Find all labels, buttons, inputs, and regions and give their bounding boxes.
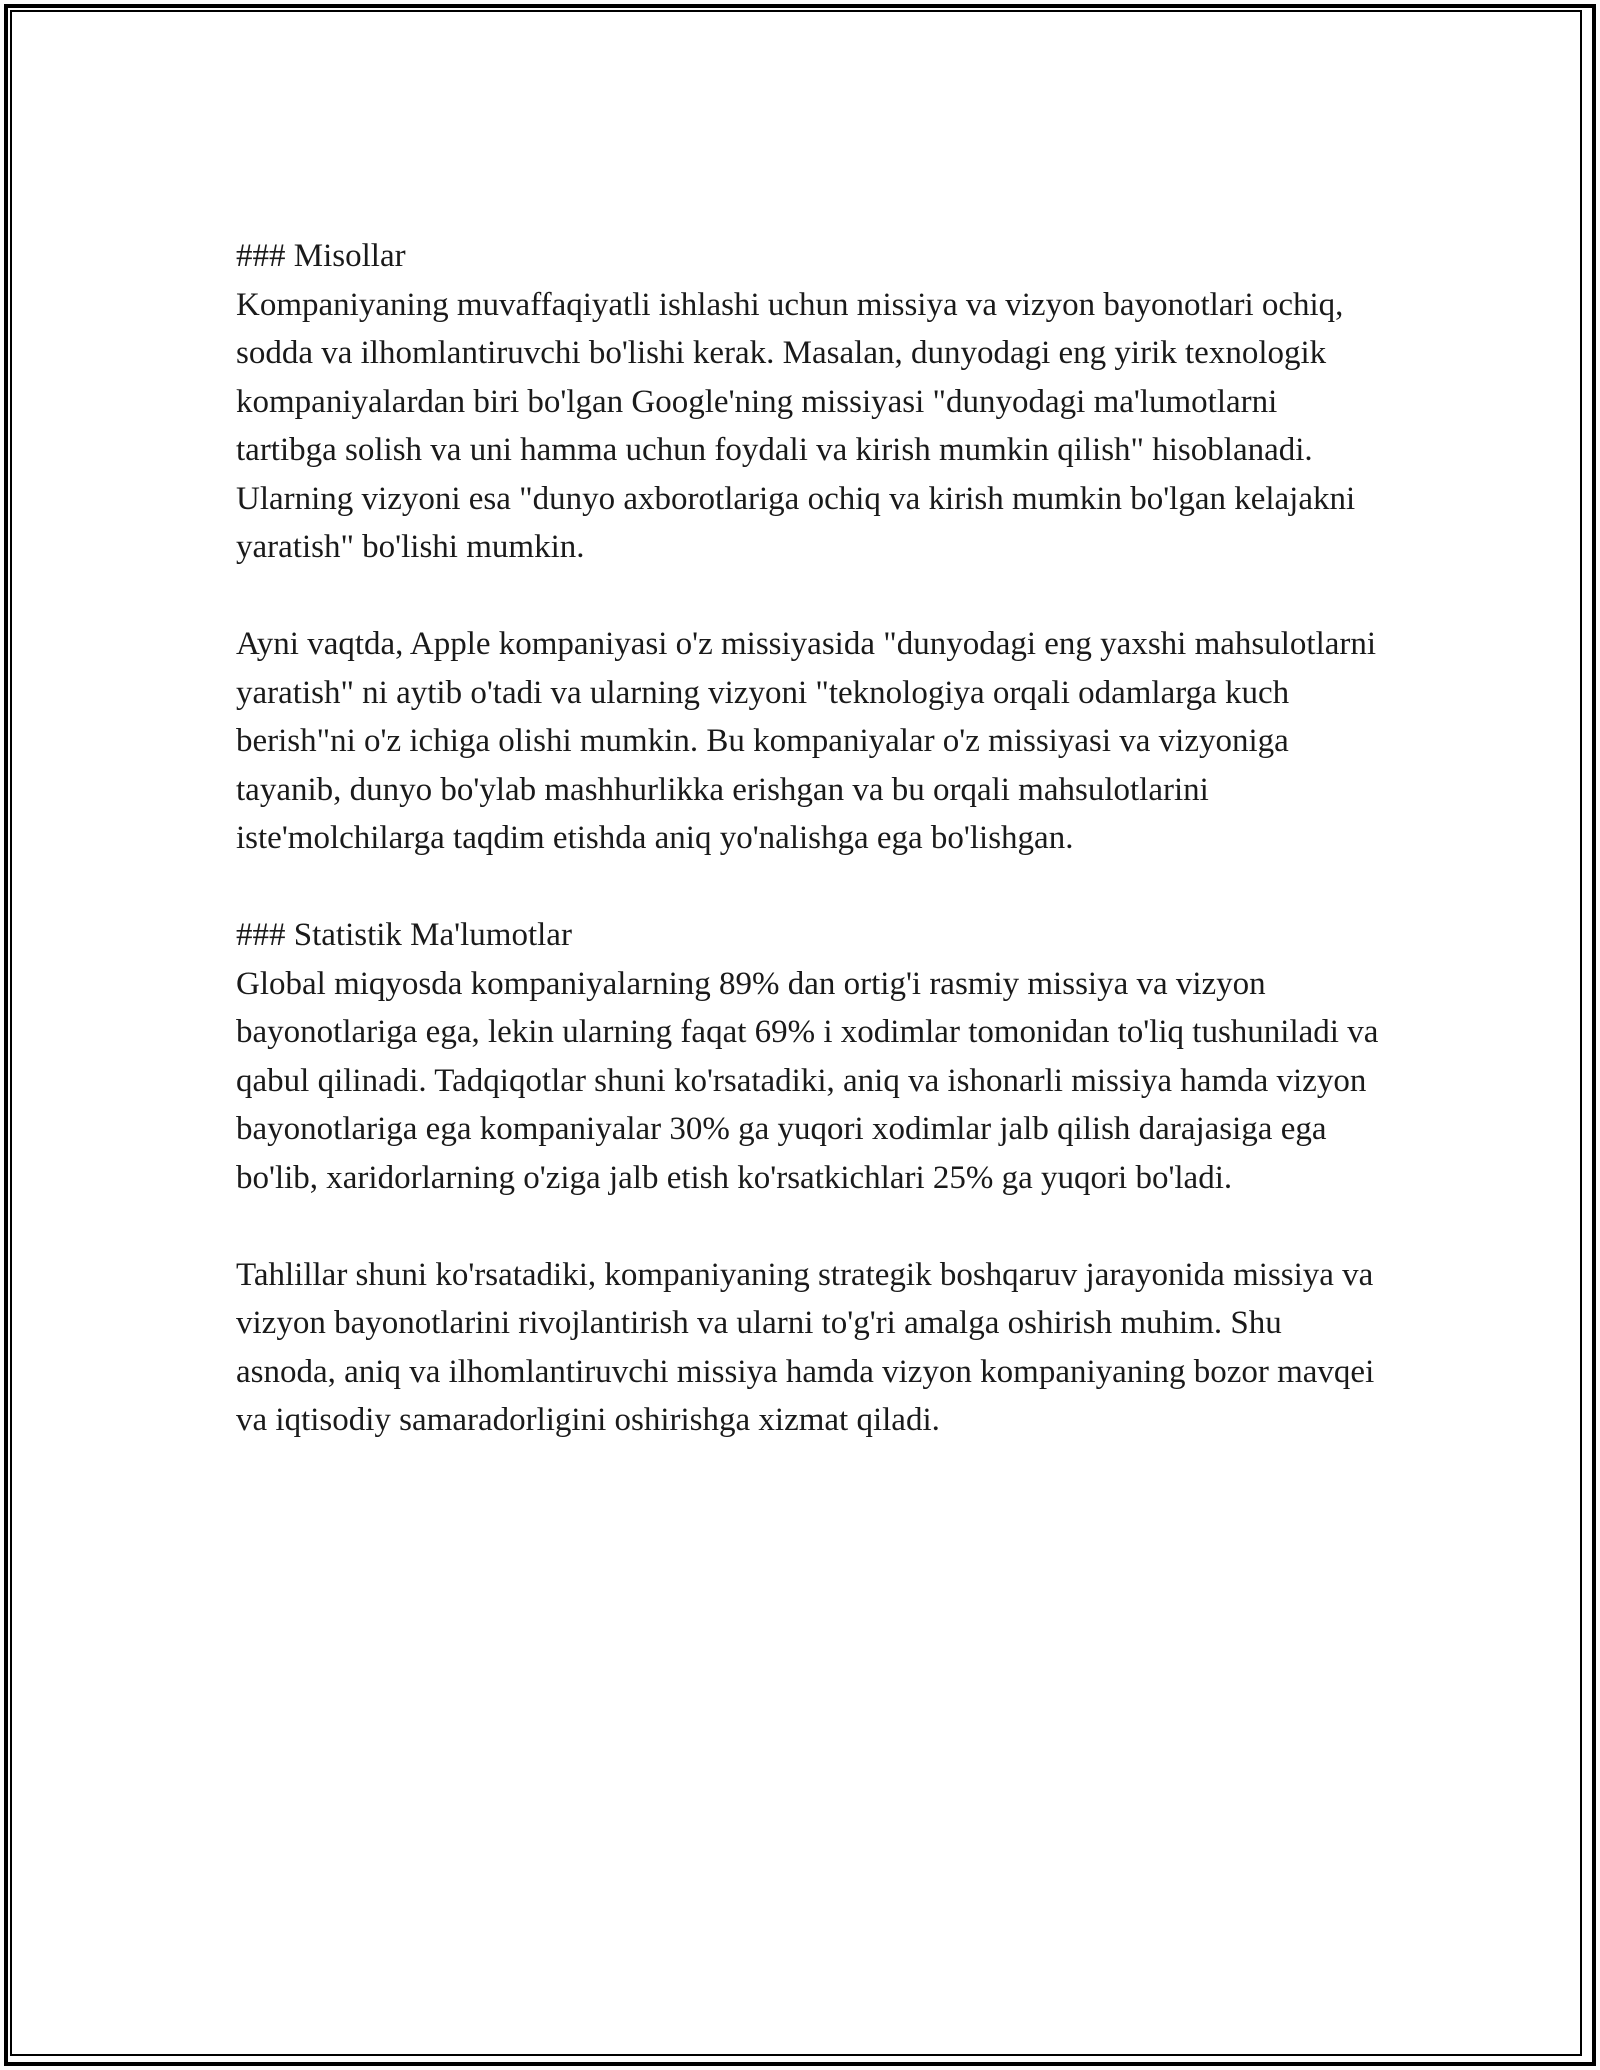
- section-heading: ### Statistik Ma'lumotlar: [236, 917, 572, 953]
- paragraph: Tahlillar shuni ko'rsatadiki, kompaniyaning strategik boshqaruv jarayonida missiya va vizyon bayonotlarini rivojlantirish va ularni to'g'ri amalga oshirish muhim. Shu asnoda, aniq va ilhomlantiruvchi missiya hamda vizyon kompaniyaning bozor mavqei va iqtisodiy samaradorligini oshirishga xizmat qiladi.: [236, 1256, 1375, 1438]
- section-misollar: [236, 232, 1386, 863]
- paragraph: Ayni vaqtda, Apple kompaniyasi o'z missiyasida "dunyodagi eng yaxshi mahsulotlarni yaratish" ni aytib o'tadi va ularning vizyoni "teknologiya orqali odamlarga kuch berish"ni o'z ichiga olishi mumkin. Bu kompaniyalar o'z missiyasi va vizyoniga tayanib, dunyo bo'ylab mashhurlikka erishgan va bu orqali mahsulotlarini iste'molchilarga taqdim etishda aniq yo'nalishga ega bo'lishgan.: [236, 626, 1377, 856]
- section-heading: ### Misollar: [236, 238, 406, 274]
- paragraph: Global miqyosda kompaniyalarning 89% dan ortig'i rasmiy missiya va vizyon bayonotlariga ega, lekin ularning faqat 69% i xodimlar tomonidan to'liq tushuniladi va qabul qilinadi. Tadqiqotlar shuni ko'rsatadiki, aniq va ishonarli missiya hamda vizyon bayonotlariga ega kompaniyalar 30% ga yuqori xodimlar jalb qilish darajasiga ega bo'lib, xaridorlarning o'ziga jalb etish ko'rsatkichlari 25% ga yuqori bo'ladi.: [236, 965, 1379, 1196]
- section-statistik-malumotlar: [236, 911, 1386, 1445]
- document-body: [236, 232, 1386, 1445]
- paragraph: Kompaniyaning muvaffaqiyatli ishlashi uchun missiya va vizyon bayonotlari ochiq, sodda va ilhomlantiruvchi bo'lishi kerak. Masalan, dunyodagi eng yirik texnologik kompaniyalardan biri bo'lgan Google'ning missiyasi "dunyodagi ma'lumotlarni tartibga solish va uni hamma uchun foydali va kirish mumkin qilish" hisoblanadi. Ularning vizyoni esa "dunyo axborotlariga ochiq va kirish mumkin bo'lgan kelajakni yaratish" bo'lishi mumkin.: [236, 286, 1356, 565]
